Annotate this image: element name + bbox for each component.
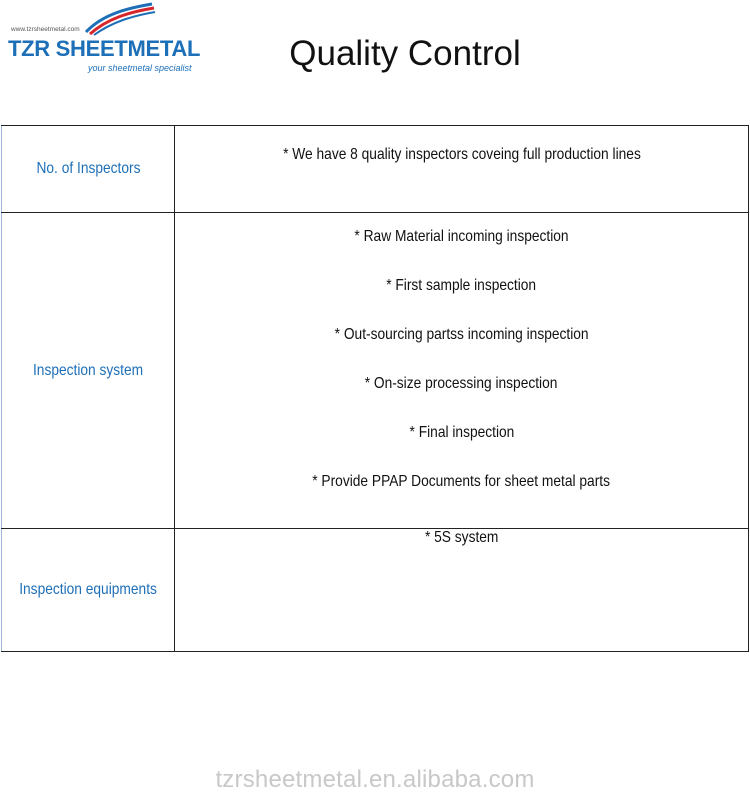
content-line-wrap xyxy=(175,423,748,472)
row-label: Inspection equipments xyxy=(19,581,157,598)
table-row xyxy=(2,213,749,529)
row-label-cell xyxy=(2,213,175,529)
logo-url-text: www.tzrsheetmetal.com xyxy=(11,26,80,33)
content-line-wrap xyxy=(175,325,748,374)
content-line: * Provide PPAP Documents for sheet metal parts xyxy=(312,473,611,490)
quality-control-table xyxy=(1,125,749,652)
row-label: No. of Inspectors xyxy=(35,160,141,177)
swoosh-icon xyxy=(78,2,158,36)
content-line-wrap xyxy=(175,472,748,521)
content-line-wrap xyxy=(175,227,748,276)
content-line: * Raw Material incoming inspection xyxy=(354,228,569,245)
footer-watermark: tzrsheetmetal.en.alibaba.com xyxy=(215,766,535,793)
row-label-cell xyxy=(2,126,175,213)
page-title: Quality Control xyxy=(289,34,521,73)
row-label: Inspection system xyxy=(32,361,144,379)
table-row xyxy=(2,529,749,652)
row-label-cell xyxy=(2,529,175,652)
content-line: * 5S system xyxy=(424,529,499,546)
row-content-cell xyxy=(175,126,749,213)
logo-company-name: TZR SHEETMETAL xyxy=(8,36,201,61)
content-line: * Final inspection xyxy=(409,424,514,441)
content-line-wrap xyxy=(175,276,748,325)
content-line: * Out-sourcing partss incoming inspection xyxy=(334,326,589,343)
content-line: * On-size processing inspection xyxy=(365,375,558,392)
table-row xyxy=(2,126,749,213)
logo-tagline: your sheetmetal specialist xyxy=(88,63,192,73)
row-content-cell xyxy=(175,213,749,529)
content-line: * First sample inspection xyxy=(386,277,537,294)
content-line: * We have 8 quality inspectors coveing full production lines xyxy=(282,146,641,163)
row-content-cell xyxy=(175,529,749,652)
content-line-wrap xyxy=(175,374,748,423)
